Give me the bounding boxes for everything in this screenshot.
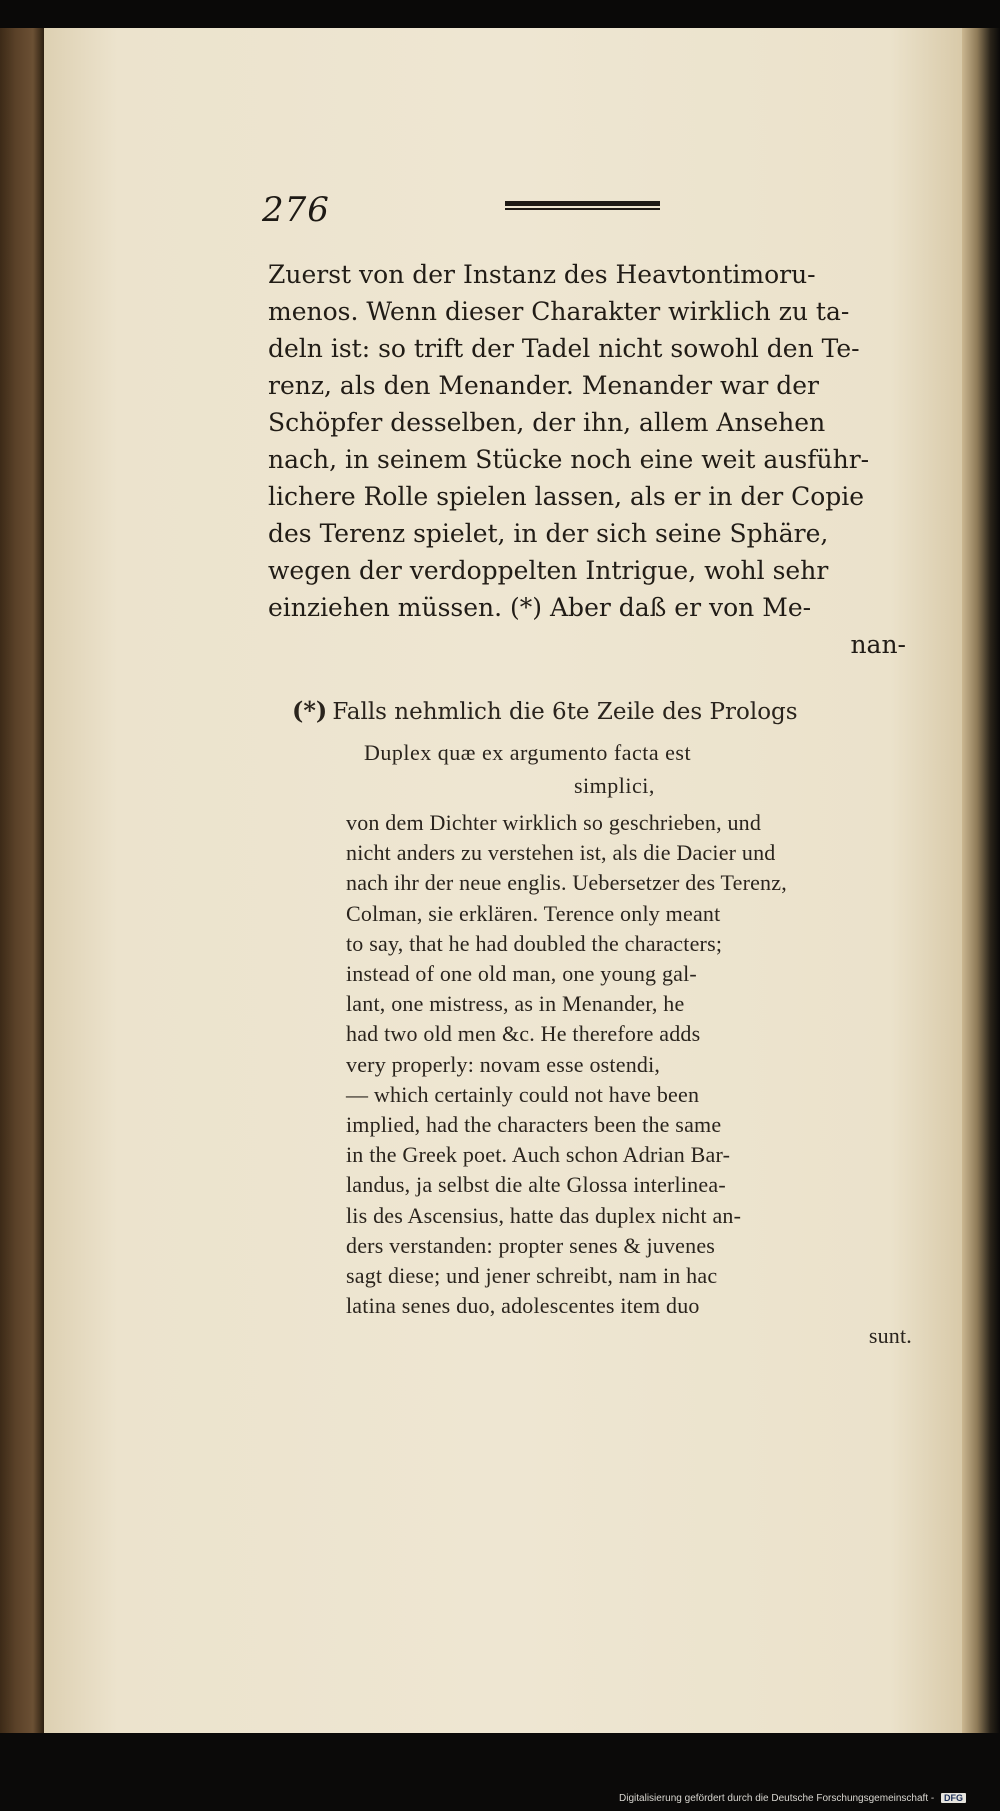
text-line: deln ist: so trift der Tadel nicht sowohl den Te- <box>268 334 860 363</box>
catchword: nan- <box>850 630 906 659</box>
dfg-logo: DFG <box>941 1793 966 1803</box>
footnote-line: nicht anders zu verstehen ist, als die Dacier und <box>346 840 776 866</box>
footnote-line: sunt. <box>868 1323 912 1349</box>
footnote <box>292 693 912 1352</box>
footnote-line: in the Greek poet. Auch schon Adrian Bar- <box>346 1142 731 1168</box>
quote-line: simplici, <box>574 773 655 798</box>
text-line: renz, als den Menander. Menander war der <box>268 371 819 400</box>
footnote-line: had two old men &c. He therefore adds <box>346 1021 701 1047</box>
digitization-credit <box>619 1793 966 1804</box>
scan-top-border <box>0 0 1000 30</box>
text-line: Schöpfer desselben, der ihn, allem Ansehen <box>268 408 826 437</box>
text-line: lichere Rolle spielen lassen, als er in der Copie <box>268 482 865 511</box>
text-line: wegen der verdoppelten Intrigue, wohl sehr <box>268 556 829 585</box>
footnote-line: — which certainly could not have been <box>346 1081 700 1107</box>
page-number: 276 <box>262 190 330 230</box>
footnote-line: latina senes duo, adolescentes item duo <box>346 1293 700 1319</box>
main-text-block <box>268 256 906 663</box>
footnote-line: Colman, sie erklären. Terence only meant <box>346 900 721 926</box>
footnote-line: nach ihr der neue englis. Uebersetzer des Terenz, <box>346 870 787 896</box>
credit-text: Digitalisierung gefördert durch die Deutsche Forschungsgemeinschaft - <box>619 1793 935 1804</box>
footnote-line: to say, that he had doubled the characters; <box>346 930 723 956</box>
quote-line: Duplex quæ ex argumento facta est <box>364 740 692 765</box>
footnote-line: implied, had the characters been the same <box>346 1112 722 1138</box>
footnote-body <box>346 808 912 1352</box>
footnote-heading <box>292 693 912 732</box>
footnote-line: landus, ja selbst die alte Glossa interlinea- <box>346 1172 726 1198</box>
text-line: nach, in seinem Stücke noch eine weit ausführ- <box>268 445 870 474</box>
footnote-line: ders verstanden: propter senes & juvenes <box>346 1232 716 1258</box>
text-line: des Terenz spielet, in der sich seine Sphäre, <box>268 519 829 548</box>
footnote-line: lant, one mistress, as in Menander, he <box>346 991 685 1017</box>
header-rule <box>505 201 660 210</box>
page-fore-edge <box>962 28 1000 1733</box>
book-binding-edge <box>0 28 44 1733</box>
text-line: Zuerst von der Instanz des Heavtontimoru- <box>268 260 816 289</box>
footnote-marker: (*) <box>292 696 328 725</box>
text-line: einziehen müssen. (*) Aber daß er von Me- <box>268 593 812 622</box>
footnote-line: instead of one old man, one young gal- <box>346 961 697 987</box>
footnote-line: very properly: novam esse ostendi, <box>346 1051 661 1077</box>
text-line: menos. Wenn dieser Charakter wirklich zu ta- <box>268 297 850 326</box>
footnote-quote <box>364 736 912 802</box>
footnote-line: lis des Ascensius, hatte das duplex nicht an- <box>346 1202 742 1228</box>
footnote-line: von dem Dichter wirklich so geschrieben, und <box>346 810 762 835</box>
footnote-line: sagt diese; und jener schreibt, nam in hac <box>346 1263 718 1289</box>
footnote-lead: Falls nehmlich die 6te Zeile des Prologs <box>332 699 798 725</box>
